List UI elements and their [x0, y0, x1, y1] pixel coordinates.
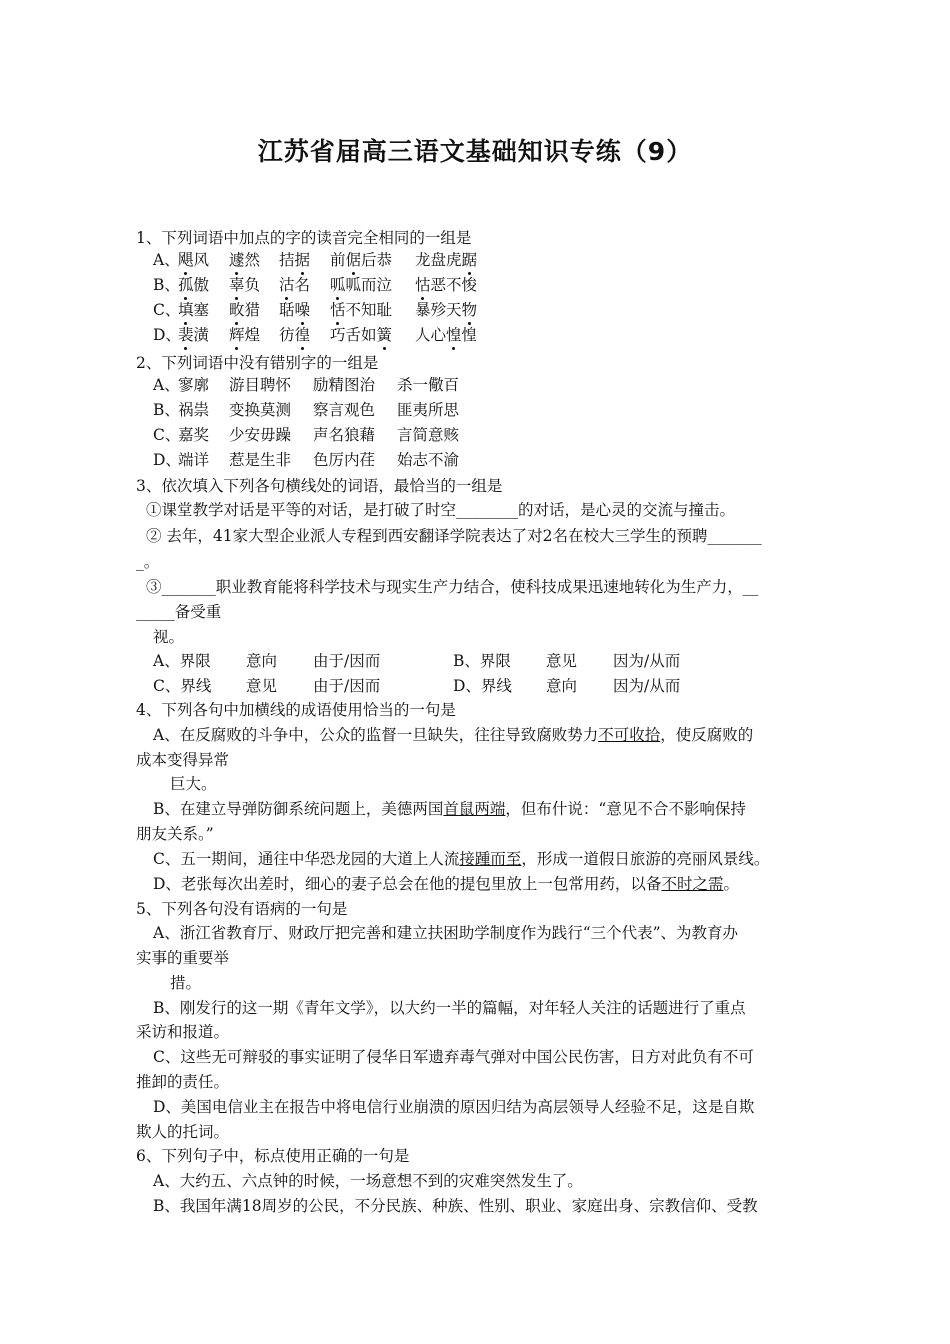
q3-sentence-2: ② 去年，41家大型企业派人专程到西安翻译学院表达了对2名在校大三学生的预聘_______ [146, 527, 762, 545]
q3-option-cell: D、界线 [453, 677, 512, 695]
q6-stem: 6、下列句子中，标点使用正确的一句是 [136, 1147, 410, 1165]
q1-word: 填塞 [178, 301, 210, 319]
q4-b-text-1: B、在建立导弹防御系统问题上，美德两国 [153, 800, 444, 818]
q1-word: 恬不知耻 [330, 301, 393, 319]
q1-word: 聒噪 [279, 301, 311, 319]
q1-word: 遽然 [229, 251, 261, 269]
q3-sentence-3-cont: _____备受重 [136, 603, 222, 621]
q2-word: 色厉内荏 [313, 451, 376, 469]
q2-word: 祸祟 [178, 401, 210, 419]
q2-stem: 2、下列词语中没有错别字的一组是 [136, 354, 379, 372]
q1-word: 暴殄天物 [415, 301, 478, 319]
q5-option-a-cont: 实事的重要举 [136, 949, 230, 967]
q1-word: 怙恶不悛 [415, 276, 478, 294]
q2-word: 励精图治 [313, 376, 376, 394]
q4-d-text-1: D、老张每次出差时，细心的妻子总会在他的提包里放上一包常用药，以备 [153, 875, 662, 893]
q5-option-a: A、浙江省教育厅、财政厅把完善和建立扶困助学制度作为践行“三个代表”、为教育办 [153, 924, 739, 942]
q6-option-a: A、大约五、六点钟的时候，一场意想不到的灾难突然发生了。 [153, 1172, 583, 1190]
q4-option-c [153, 849, 769, 869]
q1-word: 人心惶惶 [415, 326, 478, 344]
option-letter: B、 [153, 276, 180, 294]
q1-word: 龙盘虎踞 [415, 251, 478, 269]
q3-option-cell: 意见 [546, 652, 578, 670]
q2-word: 嘉奖 [178, 426, 210, 444]
q3-sentence-3-end: 视。 [153, 628, 185, 646]
q5-option-a-end: 措。 [170, 974, 202, 992]
q1-word: 辉煌 [229, 326, 261, 344]
q3-option-cell: C、界线 [153, 677, 212, 695]
q2-word: 察言观色 [313, 401, 376, 419]
q3-sentence-2-cont: _。 [136, 553, 160, 571]
q3-sentence-1: ①课堂教学对话是平等的对话，是打破了时空________的对话，是心灵的交流与撞击。 [146, 501, 736, 519]
q3-stem: 3、依次填入下列各句横线处的词语，最恰当的一组是 [136, 477, 503, 495]
q4-b-idiom: 首鼠两端 [443, 800, 506, 818]
q1-word: 飓风 [178, 251, 210, 269]
q4-d-idiom: 不时之需 [661, 875, 724, 893]
option-letter: A、 [153, 376, 180, 394]
q4-a-idiom: 不可收拾 [598, 726, 661, 744]
q1-word: 孤傲 [178, 276, 210, 294]
q3-sentence-3: ③_______职业教育能将科学技术与现实生产力结合，使科技成果迅速地转化为生产力，__ [146, 578, 759, 596]
q3-option-cell: A、界限 [153, 652, 211, 670]
option-letter: C、 [153, 426, 181, 444]
q2-word: 惹是生非 [229, 451, 292, 469]
q1-word: 呱呱而泣 [330, 276, 393, 294]
q5-option-d: D、美国电信业主在报告中将电信行业崩溃的原因归结为高层领导人经验不足，这是自欺 [153, 1098, 755, 1116]
q4-option-a [153, 725, 753, 745]
q5-stem: 5、下列各句没有语病的一句是 [136, 900, 348, 918]
q4-option-a-cont: 成本变得异常 [136, 751, 230, 769]
q2-word: 变换莫测 [229, 401, 292, 419]
q2-word: 始志不渝 [397, 451, 460, 469]
q5-option-d-cont: 欺人的托词。 [136, 1123, 230, 1141]
q5-option-b: B、刚发行的这一期《青年文学》，以大约一半的篇幅，对年轻人关注的话题进行了重点 [153, 999, 746, 1017]
q2-word: 声名狼藉 [313, 426, 376, 444]
q1-word: 彷徨 [279, 326, 311, 344]
q4-c-idiom: 接踵而至 [459, 850, 522, 868]
q1-stem: 1、下列词语中加点的字的读音完全相同的一组是 [136, 229, 472, 247]
q4-option-b-cont: 朋友关系。” [136, 825, 214, 843]
q2-word: 游目聘怀 [229, 376, 292, 394]
option-letter: D、 [153, 451, 181, 469]
q3-option-cell: 因为/从而 [613, 652, 681, 670]
q2-word: 寥廓 [178, 376, 210, 394]
q3-option-cell: 意向 [246, 652, 278, 670]
q4-a-text-1: A、在反腐败的斗争中，公众的监督一旦缺失，往往导致腐败势力 [153, 726, 599, 744]
q3-option-cell: 由于/因而 [313, 652, 381, 670]
q4-option-d [153, 874, 739, 894]
q3-option-cell: B、界限 [453, 652, 511, 670]
q3-option-cell: 意向 [546, 677, 578, 695]
q1-word: 沽名 [279, 276, 311, 294]
q1-word: 拮据 [279, 251, 311, 269]
q5-option-b-cont: 采访和报道。 [136, 1023, 230, 1041]
q5-option-c-cont: 推卸的责任。 [136, 1073, 230, 1091]
q3-option-cell: 意见 [246, 677, 278, 695]
q2-word: 少安毋躁 [229, 426, 292, 444]
q5-option-c: C、这些无可辩驳的事实证明了侵华日军遗弃毒气弹对中国公民伤害，日方对此负有不可 [153, 1048, 754, 1066]
q2-word: 言简意赅 [397, 426, 460, 444]
option-letter: A、 [153, 251, 180, 269]
q1-word: 裴潢 [178, 326, 210, 344]
q4-c-text-1: C、五一期间，通往中华恐龙园的大道上人流 [153, 850, 460, 868]
q4-a-text-2: ，使反腐败的 [660, 726, 754, 744]
option-letter: D、 [153, 326, 181, 344]
option-letter: C、 [153, 301, 181, 319]
q4-c-text-2: ，形成一道假日旅游的亮丽风景线。 [521, 850, 770, 868]
q2-word: 杀一儆百 [397, 376, 460, 394]
q2-word: 匪夷所思 [397, 401, 460, 419]
option-letter: B、 [153, 401, 180, 419]
q4-d-text-2: 。 [723, 875, 739, 893]
q1-word: 巧舌如簧 [330, 326, 393, 344]
q3-option-cell: 因为/从而 [613, 677, 681, 695]
q3-option-cell: 由于/因而 [313, 677, 381, 695]
q2-word: 端详 [178, 451, 210, 469]
q4-stem: 4、下列各句中加横线的成语使用恰当的一句是 [136, 701, 456, 719]
q4-b-text-2: ，但布什说：“意见不合不影响保持 [505, 800, 746, 818]
q1-word: 畋猎 [229, 301, 261, 319]
q6-option-b: B、我国年满18周岁的公民，不分民族、种族、性别、职业、家庭出身、宗教信仰、受教 [153, 1197, 758, 1215]
document-title: 江苏省届高三语文基础知识专练（9） [257, 137, 693, 166]
q4-option-a-end: 巨大。 [170, 775, 217, 793]
q4-option-b [153, 799, 746, 819]
q1-word: 辜负 [229, 276, 261, 294]
q1-word: 前倨后恭 [330, 251, 393, 269]
